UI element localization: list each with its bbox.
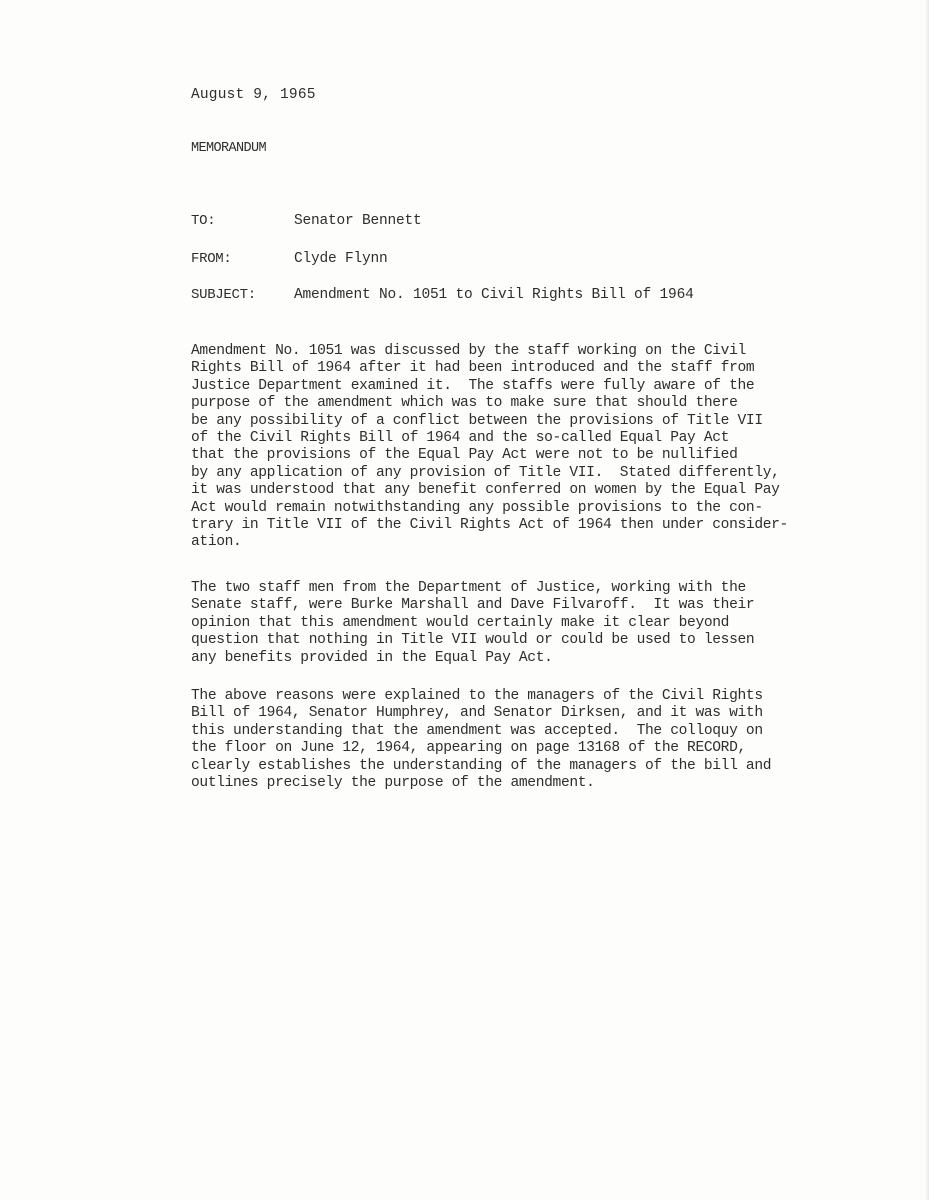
paragraph-line: purpose of the amendment which was to make sure that should there bbox=[191, 395, 738, 412]
paragraph-line: of the Civil Rights Bill of 1964 and the so-called Equal Pay Act bbox=[191, 430, 730, 447]
page-edge-shadow bbox=[925, 0, 929, 1200]
paragraph-line: opinion that this amendment would certainly make it clear beyond bbox=[191, 614, 730, 631]
paragraph-line: Rights Bill of 1964 after it had been introduced and the staff from bbox=[191, 360, 755, 377]
paragraph-line: ation. bbox=[191, 534, 242, 551]
to-label: TO: bbox=[191, 213, 216, 229]
paragraph-line: The two staff men from the Department of Justice, working with the bbox=[191, 580, 746, 596]
memo-date: August 9, 1965 bbox=[191, 87, 316, 103]
paragraph-line: question that nothing in Title VII would or could be used to lessen bbox=[191, 632, 755, 649]
body-paragraph-3 bbox=[191, 688, 841, 792]
paragraph-line: it was understood that any benefit conferred on women by the Equal Pay bbox=[191, 482, 780, 499]
paragraph-line: clearly establishes the understanding of the managers of the bill and bbox=[191, 757, 772, 774]
paragraph-line: Justice Department examined it. The staffs were fully aware of the bbox=[191, 377, 755, 394]
paragraph-line: be any possibility of a conflict between the provisions of Title VII bbox=[191, 412, 763, 429]
paragraph-line: any benefits provided in the Equal Pay Act. bbox=[191, 649, 553, 666]
paragraph-line: Bill of 1964, Senator Humphrey, and Senator Dirksen, and it was with bbox=[191, 705, 763, 722]
paragraph-line: The above reasons were explained to the managers of the Civil Rights bbox=[191, 688, 763, 704]
body-paragraph-1 bbox=[191, 343, 841, 552]
paragraph-line: Act would remain notwithstanding any possible provisions to the con- bbox=[191, 499, 763, 516]
paragraph-line: by any application of any provision of Title VII. Stated differently, bbox=[191, 464, 780, 481]
from-value: Clyde Flynn bbox=[294, 251, 388, 267]
subject-value: Amendment No. 1051 to Civil Rights Bill of 1964 bbox=[294, 287, 694, 303]
memo-heading: MEMORANDUM bbox=[191, 141, 267, 156]
paragraph-line: this understanding that the amendment was accepted. The colloquy on bbox=[191, 722, 763, 739]
paragraph-line: trary in Title VII of the Civil Rights Act of 1964 then under consider- bbox=[191, 517, 788, 534]
paragraph-line: Amendment No. 1051 was discussed by the staff working on the Civil bbox=[191, 343, 746, 359]
body-paragraph-2 bbox=[191, 580, 841, 667]
to-value: Senator Bennett bbox=[294, 213, 422, 229]
paragraph-line: Senate staff, were Burke Marshall and Dave Filvaroff. It was their bbox=[191, 597, 755, 614]
subject-label: SUBJECT: bbox=[191, 287, 256, 303]
from-label: FROM: bbox=[191, 251, 232, 267]
paragraph-line: the floor on June 12, 1964, appearing on page 13168 of the RECORD, bbox=[191, 740, 746, 757]
paragraph-line: outlines precisely the purpose of the amendment. bbox=[191, 775, 595, 792]
paragraph-line: that the provisions of the Equal Pay Act were not to be nullified bbox=[191, 447, 738, 464]
